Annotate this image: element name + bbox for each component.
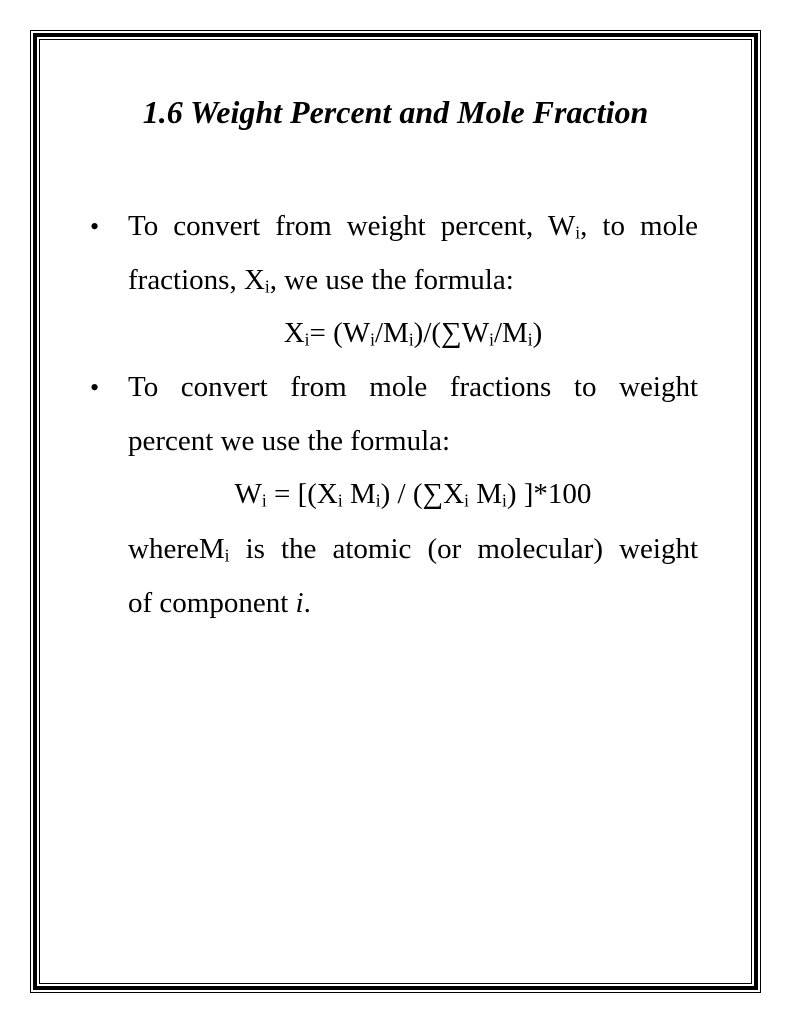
bullet-1-line-1: To convert from weight percent, $W_i$, to mole bbox=[128, 210, 699, 243]
where-line-1: whereM$_i$ is the atomic (or molecular) weight bbox=[128, 533, 698, 566]
bullet-2-line-2: percent we use the formula: bbox=[128, 425, 451, 457]
page-border-inner bbox=[39, 39, 752, 984]
where-line-2: of component i. bbox=[128, 587, 311, 619]
formula-mole-fraction: $X_i= (W_i/M_i)/(\sum W_i/M_i)$ bbox=[283, 317, 543, 350]
bullet-1: • bbox=[90, 212, 100, 241]
bullet-2-line-1: To convert from mole fractions to weight bbox=[128, 371, 698, 403]
bullet-2: • bbox=[90, 373, 100, 402]
bullet-1-line-2: fractions, $X_i$, we use the formula: bbox=[128, 264, 514, 297]
formula-weight-percent: $W_i = [(X_i$ $M_i) / (\sum X_i$ $M_i$) ]*100 bbox=[234, 478, 592, 511]
section-title: 1.6 Weight Percent and Mole Fraction bbox=[142, 94, 649, 130]
